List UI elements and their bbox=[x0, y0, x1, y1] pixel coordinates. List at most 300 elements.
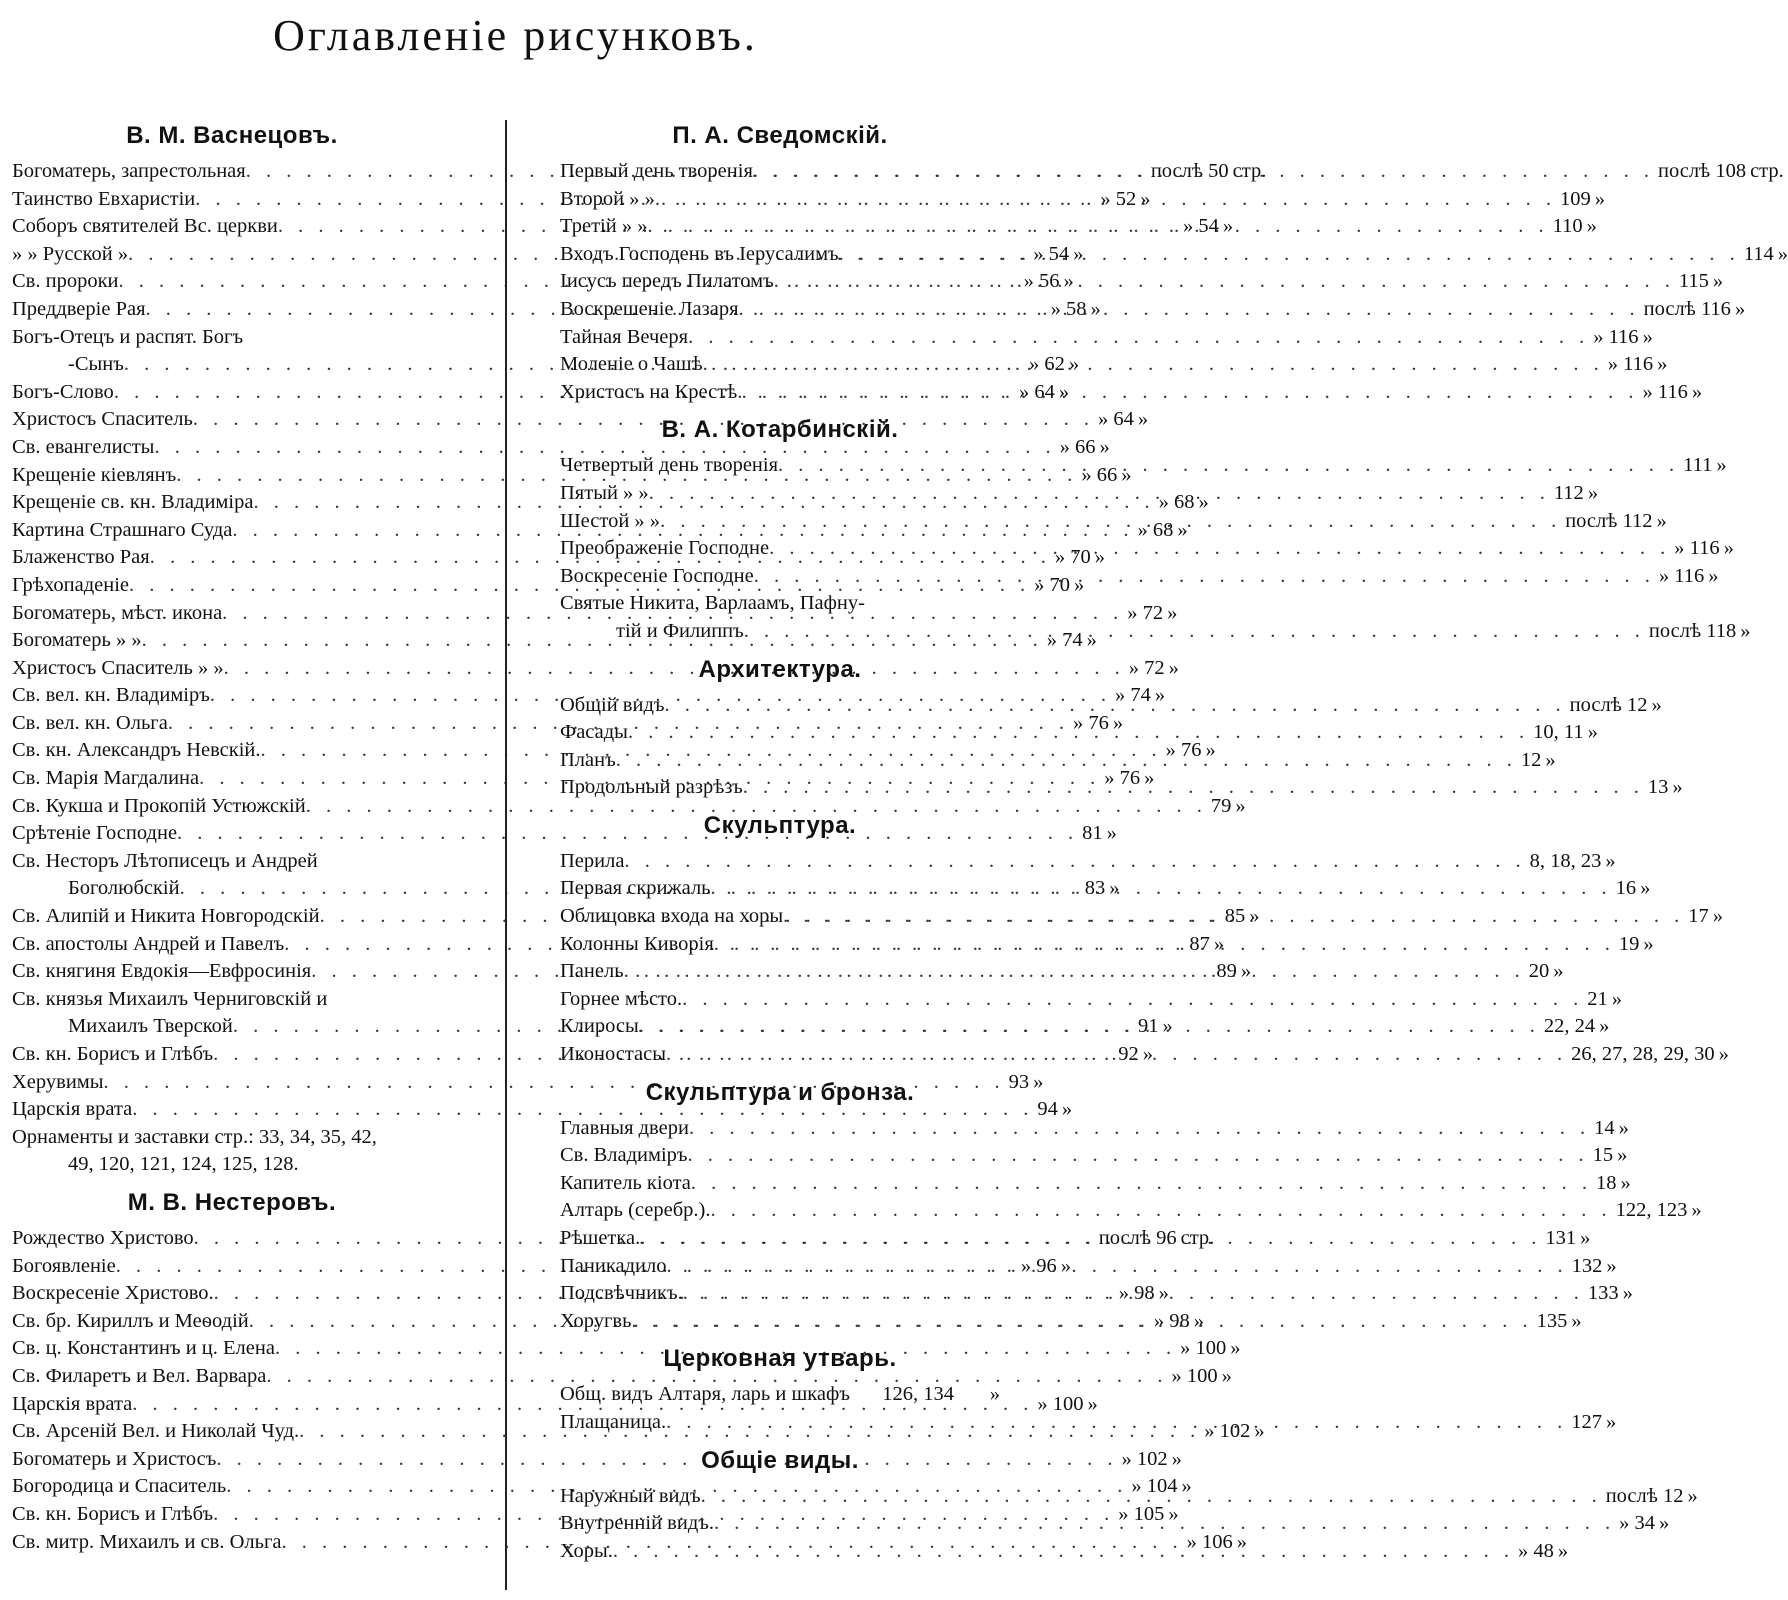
entry-label: Входъ Господень въ Іерусалимъ bbox=[560, 242, 839, 265]
entry-suffix: » bbox=[1235, 794, 1246, 817]
entry-label: Алтарь (серебр.). bbox=[560, 1199, 711, 1222]
entry-label: Св. евангелисты bbox=[12, 435, 155, 458]
entry-suffix: » bbox=[1734, 297, 1746, 320]
entry-page-ref: 114 bbox=[1743, 242, 1774, 265]
toc-entry bbox=[560, 590, 1000, 618]
leader-dots bbox=[665, 692, 1566, 720]
entry-page-ref: послѣ 116 bbox=[1643, 297, 1731, 320]
leader-dots bbox=[666, 1253, 1567, 1281]
entry-label: Воскрешеніе Лазаря bbox=[560, 297, 739, 320]
entry-page-ref: » 102 bbox=[1121, 1447, 1168, 1470]
entry-label: Богоматерь и Христосъ bbox=[12, 1447, 217, 1470]
entry-label: Третій » » bbox=[560, 215, 648, 238]
entry-label: Богъ-Слово bbox=[12, 380, 114, 403]
entry-page-ref: » 106 bbox=[1186, 1530, 1233, 1553]
toc-entry bbox=[12, 1363, 1232, 1391]
page-title: Оглавленіе рисунковъ. bbox=[273, 11, 758, 60]
entry-label: Св. княгиня Евдокія—Евфросинія bbox=[12, 960, 312, 983]
leader-dots bbox=[616, 747, 1517, 775]
entry-page-ref: 112 bbox=[1553, 481, 1584, 504]
leader-dots bbox=[783, 903, 1684, 931]
entry-page-ref: » 100 bbox=[1037, 1392, 1084, 1415]
entry-suffix: » bbox=[1112, 711, 1124, 734]
entry-label: Св. вел. кн. Ольга bbox=[12, 711, 168, 734]
section-title: В. А. Котарбинскій. bbox=[661, 416, 899, 444]
entry-label: Планъ bbox=[560, 748, 616, 771]
entry-label: Святые Никита, Варлаамъ, Пафну- bbox=[560, 592, 865, 615]
entry-suffix: » bbox=[1193, 1309, 1204, 1332]
entry-suffix: » bbox=[1205, 739, 1216, 762]
leader-dots bbox=[688, 324, 1589, 352]
entry-page-ref: 111 bbox=[1683, 454, 1713, 477]
leader-dots bbox=[753, 158, 1654, 186]
entry-label: -Сынъ bbox=[68, 353, 124, 376]
entry-suffix: » bbox=[1712, 270, 1724, 293]
entry-page-ref: послѣ 112 bbox=[1565, 509, 1653, 532]
entry-suffix: » bbox=[1198, 491, 1209, 514]
entry-suffix: » bbox=[1656, 509, 1667, 532]
leader-dots bbox=[631, 1308, 1532, 1336]
entry-suffix: » bbox=[1213, 932, 1225, 955]
leader-dots bbox=[613, 1538, 1514, 1566]
entry-label: Воскресеніе Христово. bbox=[12, 1282, 214, 1305]
entry-suffix: » bbox=[1587, 721, 1598, 744]
entry-label: Крещеніе св. кн. Владиміра bbox=[12, 491, 254, 514]
leader-dots bbox=[839, 241, 1740, 269]
entry-suffix: » bbox=[1618, 1116, 1629, 1139]
entry-suffix: » bbox=[1611, 987, 1622, 1010]
entry-suffix: » bbox=[1643, 932, 1654, 955]
leader-dots bbox=[778, 452, 1679, 480]
entry-page-ref: 79 bbox=[1210, 794, 1232, 817]
entry-suffix: » bbox=[989, 1383, 1000, 1406]
entry-page-ref: » 34 bbox=[1619, 1512, 1655, 1535]
leader-dots bbox=[714, 931, 1615, 959]
entry-page-ref: 12 bbox=[1520, 748, 1542, 771]
entry-label: Св. пророки bbox=[12, 270, 119, 293]
entry-suffix: » bbox=[1140, 187, 1151, 210]
entry-page-ref: 16 bbox=[1615, 877, 1637, 900]
leader-dots bbox=[640, 1225, 1541, 1253]
leader-dots bbox=[647, 213, 1548, 241]
entry-page-ref: 94 bbox=[1037, 1098, 1058, 1121]
leader-dots bbox=[703, 351, 1604, 379]
entry-page-ref: 93 bbox=[1008, 1070, 1030, 1093]
entry-page-ref: » 58 bbox=[1050, 297, 1087, 320]
entry-label: Богоявленіе bbox=[12, 1254, 116, 1277]
entry-page-ref: 87 bbox=[1189, 932, 1210, 955]
entry-suffix: » bbox=[1063, 270, 1074, 293]
entry-label: Подсвѣчникъ. bbox=[560, 1282, 683, 1305]
entry-page-ref: 126, 134 bbox=[882, 1383, 954, 1406]
entry-suffix: » bbox=[1099, 435, 1110, 458]
entry-page-ref: 81 bbox=[1082, 822, 1103, 845]
leader-dots bbox=[628, 719, 1529, 747]
entry-suffix: » bbox=[1144, 767, 1155, 790]
toc-entry bbox=[560, 1197, 1702, 1225]
entry-suffix: » bbox=[1254, 1420, 1265, 1443]
section-title: Общіе виды. bbox=[701, 1446, 859, 1474]
entry-label: Преображеніе Господне bbox=[560, 537, 770, 560]
entry-suffix: » bbox=[1061, 1098, 1073, 1121]
leader-dots bbox=[710, 1197, 1611, 1225]
entry-suffix: » bbox=[1074, 573, 1085, 596]
entry-suffix: » bbox=[1154, 684, 1166, 707]
entry-label: Таинство Евхаристіи bbox=[12, 187, 196, 210]
entry-suffix: » bbox=[1659, 1512, 1670, 1535]
entry-label: Св. Кукша и Прокопій Устюжскій bbox=[12, 794, 306, 817]
leader-dots bbox=[701, 1483, 1602, 1511]
entry-suffix: » bbox=[1651, 693, 1662, 716]
entry-suffix: » bbox=[1168, 1502, 1179, 1525]
entry-suffix: » bbox=[1606, 1254, 1617, 1277]
entry-suffix: » bbox=[1718, 1043, 1729, 1066]
entry-label: Орнаменты и заставки стр.: 33, 34, 35, 42, bbox=[12, 1125, 377, 1148]
entry-label: тій и Филиппъ bbox=[616, 619, 744, 642]
entry-suffix: » bbox=[1060, 1254, 1071, 1277]
toc-entry bbox=[560, 848, 1616, 876]
leader-dots bbox=[774, 268, 1675, 296]
entry-page-ref: » 104 bbox=[1131, 1475, 1178, 1498]
entry-page-ref: 122, 123 bbox=[1615, 1199, 1688, 1222]
entry-suffix: » bbox=[1158, 1282, 1169, 1305]
entry-page-ref: » 66 bbox=[1059, 435, 1096, 458]
entry-label: Пятый » » bbox=[560, 481, 649, 504]
leader-dots bbox=[682, 986, 1583, 1014]
entry-label: Плащаница. bbox=[560, 1410, 667, 1433]
entry-suffix: » bbox=[1086, 629, 1097, 652]
entry-label: Перила bbox=[560, 849, 625, 872]
entry-page-ref: 20 bbox=[1528, 960, 1550, 983]
entry-label: Капитель кіота bbox=[560, 1171, 691, 1194]
toc-entry bbox=[560, 1170, 1631, 1198]
section-title: В. М. Васнецовъ. bbox=[126, 122, 338, 149]
entry-page-ref: послѣ 50 bbox=[1150, 160, 1229, 182]
entry-page-ref: » 64 bbox=[1018, 380, 1055, 403]
entry-page-ref: » 72 bbox=[1127, 601, 1164, 624]
entry-page-ref: » 116 bbox=[1658, 564, 1705, 587]
entry-label: Второй » » bbox=[560, 187, 655, 210]
entry-page-ref: 131 bbox=[1545, 1227, 1577, 1249]
leader-dots bbox=[660, 508, 1561, 536]
entry-label: Св. вел. кн. Владиміръ bbox=[12, 684, 210, 707]
entry-label: Св. кн. Борисъ и Глѣбъ bbox=[12, 1043, 214, 1065]
entry-page-ref: 91 bbox=[1137, 1015, 1159, 1038]
entry-page-ref: 115 bbox=[1678, 270, 1709, 293]
entry-label: Срѣтеніе Господне bbox=[12, 822, 178, 845]
entry-suffix: » bbox=[1606, 1410, 1617, 1433]
entry-suffix: » bbox=[1586, 215, 1597, 238]
entry-suffix: » bbox=[1090, 297, 1101, 320]
entry-suffix: » bbox=[1716, 454, 1727, 477]
entry-suffix: » bbox=[1033, 1070, 1044, 1093]
entry-suffix: » bbox=[1571, 1309, 1582, 1332]
leader-dots bbox=[666, 1409, 1567, 1437]
entry-page-ref: 21 bbox=[1587, 987, 1608, 1010]
entry-suffix: » bbox=[1672, 776, 1683, 799]
entry-suffix: стр. bbox=[1180, 1226, 1215, 1249]
entry-page-ref: » 66 bbox=[1081, 463, 1118, 486]
entry-label: Колонны Киворія bbox=[560, 932, 714, 955]
entry-label: Богоматерь, запрестольная bbox=[12, 160, 246, 182]
entry-label: Св. кн. Александръ Невскій. bbox=[12, 739, 261, 762]
entry-label: Богоматерь, мѣст. икона bbox=[12, 601, 223, 624]
entry-label: Блаженство Рая bbox=[12, 546, 150, 569]
entry-label: » » Русской » bbox=[12, 242, 129, 265]
entry-suffix: » bbox=[1094, 546, 1105, 569]
entry-label: Михаилъ Тверской bbox=[68, 1015, 233, 1038]
entry-page-ref: 8, 18, 23 bbox=[1529, 849, 1602, 872]
entry-suffix: » bbox=[1162, 1015, 1173, 1038]
entry-page-ref: 26, 27, 28, 29, 30 bbox=[1571, 1043, 1715, 1066]
entry-page-ref: » 74 bbox=[1114, 684, 1151, 707]
toc-entry bbox=[12, 1096, 1073, 1124]
entry-page-ref: 109 bbox=[1559, 187, 1591, 210]
entry-label: Богъ-Отецъ и распят. Богъ bbox=[12, 325, 244, 348]
leader-dots bbox=[649, 480, 1550, 508]
entry-suffix: » bbox=[1058, 380, 1070, 403]
entry-suffix: стр. bbox=[1750, 160, 1784, 182]
entry-page-ref: » 54 bbox=[1033, 242, 1070, 265]
entry-page-ref: послѣ 108 bbox=[1658, 160, 1747, 182]
entry-label: Соборъ святителей Вс. церкви bbox=[12, 215, 278, 238]
entry-page-ref: 15 bbox=[1592, 1144, 1614, 1167]
entry-label: Первый день творенія bbox=[560, 160, 753, 182]
entry-label: Св. Арсеній Вел. и Николай Чуд. bbox=[12, 1420, 300, 1443]
entry-label: Св. Филаретъ и Вел. Варвара bbox=[12, 1364, 267, 1387]
entry-page-ref: 133 bbox=[1587, 1282, 1619, 1305]
entry-page-ref: » 76 bbox=[1072, 711, 1109, 734]
entry-label: Первая скрижаль bbox=[560, 877, 711, 900]
entry-label: Херувимы bbox=[12, 1070, 104, 1093]
entry-label: Св. Владиміръ bbox=[560, 1144, 688, 1167]
entry-label: Общій видъ bbox=[560, 693, 665, 716]
entry-label: Св. бр. Кириллъ и Меѳодій bbox=[12, 1309, 249, 1332]
entry-label: Рѣшетка. bbox=[560, 1227, 641, 1249]
section-title: Скульптура и бронза. bbox=[645, 1078, 915, 1106]
entry-suffix: » bbox=[1121, 463, 1132, 486]
entry-label: Облицовка входа на хоры bbox=[560, 905, 784, 928]
entry-page-ref: 10, 11 bbox=[1533, 721, 1584, 744]
entry-label: Главныя двери bbox=[560, 1116, 689, 1139]
entry-suffix: » bbox=[1109, 877, 1120, 900]
entry-page-ref: » 116 bbox=[1607, 353, 1654, 376]
leader-dots bbox=[737, 379, 1638, 407]
entry-suffix: » bbox=[1545, 748, 1556, 771]
entry-label: Св. апостолы Андрей и Павелъ bbox=[12, 932, 285, 955]
entry-page-ref: 110 bbox=[1552, 215, 1583, 238]
entry-page-ref: послѣ 12 bbox=[1569, 693, 1648, 716]
leader-dots bbox=[714, 1510, 1615, 1538]
entry-page-ref: » 54 bbox=[1183, 215, 1219, 238]
toc-entry bbox=[12, 986, 452, 1014]
entry-page-ref: 92 bbox=[1118, 1043, 1139, 1065]
toc-entry bbox=[12, 793, 1246, 821]
entry-label: 49, 120, 121, 124, 125, 128. bbox=[68, 1153, 299, 1176]
entry-label: Горнее мѣсто. bbox=[560, 987, 683, 1010]
column-divider bbox=[505, 120, 507, 1590]
entry-label: Христосъ Спаситель bbox=[12, 408, 193, 431]
entry-label: Панель bbox=[560, 960, 624, 983]
entry-suffix: » bbox=[1167, 601, 1178, 624]
entry-suffix: » bbox=[1620, 1171, 1631, 1194]
entry-page-ref: » 100 bbox=[1171, 1364, 1218, 1387]
toc-entry bbox=[12, 1124, 452, 1152]
entry-page-ref: 17 bbox=[1688, 905, 1709, 928]
leader-dots bbox=[688, 1142, 1589, 1170]
entry-suffix: » bbox=[1557, 1539, 1569, 1562]
entry-label: Св. Алипій и Никита Новгородскій bbox=[12, 905, 320, 928]
entry-suffix: » bbox=[1553, 960, 1564, 983]
entry-page-ref: » 72 bbox=[1128, 656, 1165, 679]
entry-label: Св. Марія Магдалина bbox=[12, 767, 200, 790]
section-title: Скульптура. bbox=[703, 811, 857, 839]
entry-label: Фасады bbox=[560, 721, 628, 744]
entry-suffix: » bbox=[1605, 849, 1616, 872]
entry-page-ref: » 100 bbox=[1180, 1337, 1227, 1360]
entry-page-ref: » 102 bbox=[1204, 1420, 1251, 1443]
entry-suffix: » bbox=[1168, 656, 1179, 679]
entry-label: Св. Несторъ Лѣтописецъ и Андрей bbox=[12, 849, 318, 872]
entry-label: Общ. видъ Алтаря, ларь и шкафъ bbox=[560, 1383, 850, 1406]
entry-page-ref: » 116 bbox=[1593, 325, 1639, 348]
toc-entry bbox=[12, 324, 452, 352]
entry-page-ref: » 70 bbox=[1034, 573, 1071, 596]
entry-page-ref: 135 bbox=[1536, 1309, 1568, 1332]
section-title: П. А. Сведомскій. bbox=[672, 122, 888, 149]
entry-label: Внутренній видъ. bbox=[560, 1512, 714, 1535]
entry-label: Св. князья Михаилъ Черниговскій и bbox=[12, 987, 328, 1010]
entry-suffix: » bbox=[1622, 1282, 1633, 1305]
toc-entry bbox=[560, 1115, 1629, 1143]
toc-entry bbox=[12, 848, 452, 876]
entry-page-ref: послѣ 12 bbox=[1605, 1484, 1684, 1507]
entry-suffix: » bbox=[1594, 187, 1605, 210]
entry-suffix: » bbox=[1171, 1447, 1182, 1470]
entry-page-ref: 22, 24 bbox=[1543, 1015, 1596, 1038]
entry-suffix: » bbox=[1687, 1484, 1698, 1507]
entry-label: Тайная Вечеря bbox=[560, 325, 689, 348]
entry-label: Царскія врата bbox=[12, 1392, 133, 1415]
entry-label: Клиросы bbox=[560, 1015, 639, 1038]
entry-label: Св. ц. Константинъ и ц. Елена bbox=[12, 1337, 275, 1360]
entry-page-ref: » 98 bbox=[1153, 1309, 1190, 1332]
leader-dots bbox=[655, 186, 1556, 214]
entry-suffix: » bbox=[1222, 215, 1234, 238]
section-title: М. В. Нестеровъ. bbox=[127, 1188, 337, 1216]
leader-dots bbox=[624, 848, 1525, 876]
entry-page-ref: » 105 bbox=[1118, 1502, 1165, 1525]
toc-entry bbox=[560, 1142, 1628, 1170]
entry-page-ref: » 74 bbox=[1046, 629, 1083, 652]
entry-page-ref: 83 bbox=[1084, 877, 1106, 900]
toc-entry bbox=[560, 1381, 1000, 1409]
entry-suffix: » bbox=[1640, 877, 1651, 900]
entry-suffix: » bbox=[1777, 242, 1788, 265]
entry-suffix: » bbox=[1740, 619, 1751, 642]
section-title: Церковная утварь. bbox=[663, 1345, 897, 1373]
entry-label: Воскресеніе Господне bbox=[560, 564, 754, 587]
entry-label: Христосъ Спаситель » » bbox=[12, 656, 224, 679]
leader-dots bbox=[624, 958, 1525, 986]
entry-page-ref: 85 bbox=[1224, 905, 1246, 928]
entry-suffix: » bbox=[1723, 537, 1734, 560]
leader-dots bbox=[754, 563, 1655, 591]
leader-dots bbox=[744, 618, 1645, 646]
entry-page-ref: 13 bbox=[1647, 776, 1669, 799]
entry-label: Иконостасы bbox=[560, 1043, 666, 1066]
entry-label: Преддверіе Рая bbox=[12, 297, 146, 320]
toc-entry bbox=[560, 324, 1653, 352]
entry-page-ref: » 52 bbox=[1100, 187, 1137, 210]
leader-dots bbox=[769, 535, 1670, 563]
entry-suffix: » bbox=[1599, 1015, 1610, 1038]
entry-label: Картина Страшнаго Суда bbox=[12, 518, 233, 541]
leader-dots bbox=[666, 1041, 1567, 1069]
entry-label: Наружный видъ bbox=[560, 1484, 701, 1507]
entry-label: Богоматерь » » bbox=[12, 629, 142, 652]
entry-suffix: » bbox=[1249, 905, 1260, 928]
entry-page-ref: » 96 bbox=[1020, 1254, 1057, 1277]
entry-label: Паникадило bbox=[560, 1254, 667, 1277]
entry-suffix: » bbox=[1221, 1364, 1232, 1387]
leader-dots bbox=[683, 1280, 1584, 1308]
entry-suffix: » bbox=[1087, 1392, 1098, 1415]
entry-page-ref: 19 bbox=[1618, 932, 1640, 955]
entry-suffix: » bbox=[1073, 242, 1084, 265]
entry-page-ref: » 56 bbox=[1023, 270, 1060, 293]
toc-entry bbox=[560, 986, 1622, 1014]
entry-page-ref: послѣ 118 bbox=[1648, 619, 1737, 642]
entry-page-ref: » 116 bbox=[1674, 537, 1720, 560]
entry-suffix: » bbox=[1657, 353, 1668, 376]
entry-suffix: » bbox=[1177, 518, 1188, 541]
entry-suffix: » bbox=[1580, 1227, 1591, 1249]
entry-page-ref: » 70 bbox=[1054, 546, 1091, 569]
entry-page-ref: » 116 bbox=[1642, 380, 1688, 403]
entry-page-ref: послѣ 96 bbox=[1098, 1226, 1177, 1249]
entry-label: Хоры. bbox=[560, 1539, 613, 1562]
entry-label: Четвертый день творенія bbox=[560, 454, 779, 477]
leader-dots bbox=[711, 875, 1612, 903]
leader-dots bbox=[639, 1013, 1540, 1041]
entry-label: Боголюбскій bbox=[68, 877, 180, 900]
entry-suffix: » bbox=[1230, 1337, 1241, 1360]
entry-label: Св. кн. Борисъ и Глѣбъ bbox=[12, 1502, 214, 1525]
entry-label: Іисусъ передъ Пилатомъ bbox=[560, 270, 774, 293]
entry-page-ref: » 62 bbox=[1028, 353, 1065, 376]
entry-page-ref: 127 bbox=[1571, 1410, 1603, 1433]
entry-label: Моленіе о Чашѣ bbox=[560, 353, 703, 376]
entry-page-ref: 89 bbox=[1216, 960, 1237, 983]
entry-page-ref: » 98 bbox=[1118, 1282, 1155, 1305]
entry-page-ref: 132 bbox=[1571, 1254, 1603, 1277]
toc-entry bbox=[12, 434, 1110, 462]
entry-suffix: » bbox=[1142, 1043, 1154, 1065]
entry-label: Хоругвь bbox=[560, 1309, 632, 1332]
entry-page-ref: » 76 bbox=[1104, 767, 1141, 790]
leader-dots bbox=[739, 296, 1640, 324]
entry-page-ref: 18 bbox=[1596, 1171, 1617, 1194]
entry-suffix: » bbox=[1181, 1475, 1192, 1498]
entry-suffix: » bbox=[1712, 905, 1723, 928]
entry-suffix: » bbox=[1137, 408, 1149, 431]
entry-label: Крещеніе кіевлянъ bbox=[12, 463, 177, 486]
entry-suffix: » bbox=[1236, 1530, 1247, 1553]
leader-dots bbox=[691, 1170, 1592, 1198]
entry-suffix: » bbox=[1708, 564, 1719, 587]
section-title: Архитектура. bbox=[698, 655, 862, 683]
